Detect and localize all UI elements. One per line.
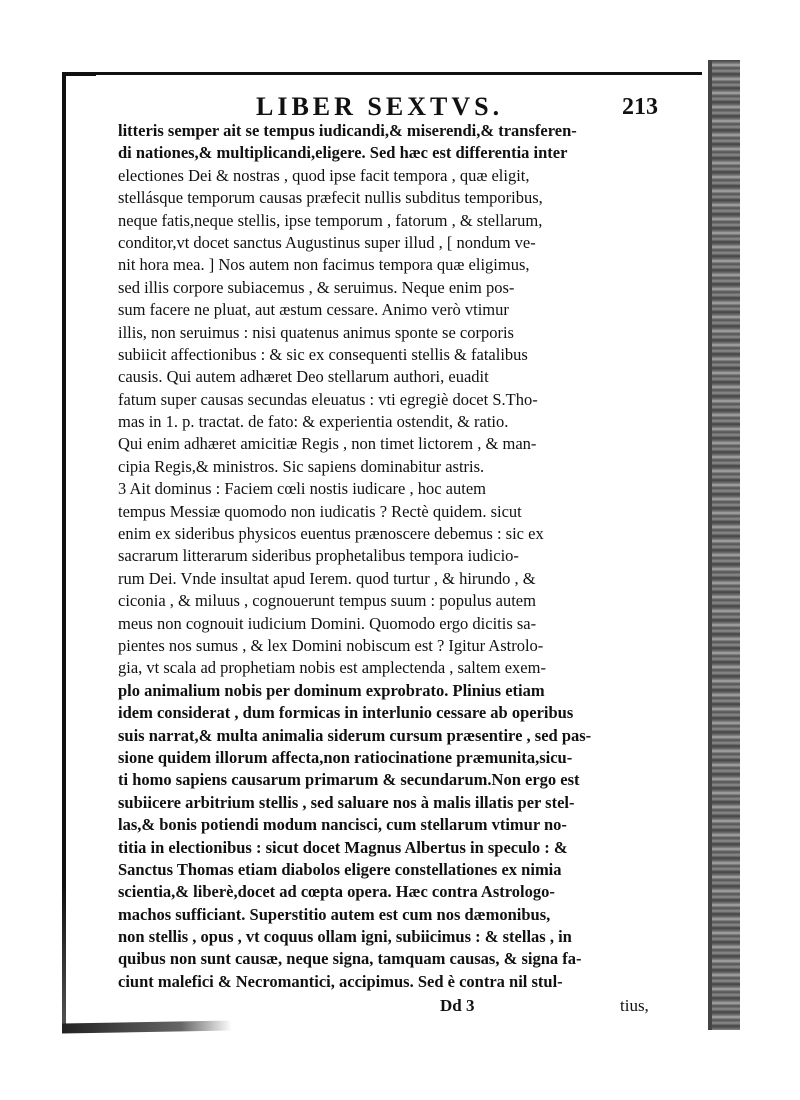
text-line: fatum super causas secundas eleuatus : vti egregiè docet S.Tho- bbox=[118, 389, 538, 409]
text-line: titia in electionibus : sicut docet Magnus Albertus in speculo : & bbox=[118, 837, 568, 857]
body-text bbox=[118, 120, 658, 993]
text-line: causis. Qui autem adhæret Deo stellarum authori, euadit bbox=[118, 367, 489, 387]
running-head: LIBER SEXTVS. bbox=[256, 92, 504, 121]
text-line: sacrarum litterarum sideribus prophetalibus tempora iudicio- bbox=[118, 546, 519, 566]
scan-shadow-left bbox=[62, 72, 66, 1032]
scan-shadow-top bbox=[62, 72, 702, 75]
text-line: idem considerat , dum formicas in interlunio cessare ab operibus bbox=[118, 703, 574, 723]
text-line: subiicere arbitrium stellis , sed saluare nos à malis illatis per stel- bbox=[118, 792, 575, 812]
text-line: Qui enim adhæret amicitiæ Regis , non timet lictorem , & man- bbox=[118, 434, 537, 454]
text-line: tempus Messiæ quomodo non iudicatis ? Rectè quidem. sicut bbox=[118, 501, 522, 521]
text-line: stellásque temporum causas præfecit nullis subditus temporibus, bbox=[118, 188, 543, 208]
text-line: non stellis , opus , vt coquus ollam igni, subiicimus : & stellas , in bbox=[118, 927, 572, 947]
text-line: subiicit affectionibus : & sic ex consequenti stellis & fatalibus bbox=[118, 344, 528, 364]
signature-mark: Dd 3 bbox=[440, 996, 475, 1015]
text-line: Sanctus Thomas etiam diabolos eligere constellationes ex nimia bbox=[118, 859, 562, 879]
text-line: cipia Regis,& ministros. Sic sapiens dominabitur astris. bbox=[118, 456, 485, 476]
text-line: quibus non sunt causæ, neque signa, tamquam causas, & signa fa- bbox=[118, 949, 582, 969]
text-line: suis narrat,& multa animalia siderum cursum præsentire , sed pas- bbox=[118, 725, 592, 745]
text-line: ciconia , & miluus , cognouerunt tempus suum : populus autem bbox=[118, 591, 536, 611]
text-line: pientes nos sumus , & lex Domini nobiscum est ? Igitur Astrolo- bbox=[118, 635, 544, 655]
text-line: conditor,vt docet sanctus Augustinus super illud , [ nondum ve- bbox=[118, 232, 536, 252]
text-line: illis, non seruimus : nisi quatenus animus sponte se corporis bbox=[118, 322, 514, 342]
scan-page-edge-right bbox=[712, 60, 740, 1030]
text-line: electiones Dei & nostras , quod ipse facit tempora , quæ eligit, bbox=[118, 165, 530, 185]
text-line: di nationes,& multiplicandi,eligere. Sed hæc est differentia inter bbox=[118, 143, 568, 163]
text-line: mas in 1. p. tractat. de fato: & experientia ostendit, & ratio. bbox=[118, 412, 509, 432]
text-line: sione quidem illorum affecta,non ratiocinatione præmunita,sicu- bbox=[118, 747, 573, 767]
text-line: ti homo sapiens causarum primarum & secundarum.Non ergo est bbox=[118, 770, 580, 790]
text-line: enim ex sideribus physicos euentus prænoscere debemus : sic ex bbox=[118, 524, 544, 544]
text-line: scientia,& liberè,docet ad cœpta opera. Hæc contra Astrologo- bbox=[118, 882, 555, 902]
text-line: meus non cognouit iudicium Domini. Quomodo ergo dicitis sa- bbox=[118, 613, 537, 633]
text-line: machos sufficiant. Superstitio autem est cum nos dæmonibus, bbox=[118, 904, 551, 924]
catchword: tius, bbox=[620, 996, 649, 1015]
scan-shadow-bottom bbox=[62, 1021, 232, 1034]
text-line: plo animalium nobis per dominum exprobrato. Plinius etiam bbox=[118, 680, 545, 700]
text-line: nit hora mea. ] Nos autem non facimus tempora quæ eligimus, bbox=[118, 255, 530, 275]
text-line: 3 Ait dominus : Faciem cœli nostis iudicare , hoc autem bbox=[118, 479, 486, 499]
text-line: rum Dei. Vnde insultat apud Ierem. quod turtur , & hirundo , & bbox=[118, 568, 536, 588]
text-line: litteris semper ait se tempus iudicandi,& miserendi,& transferen- bbox=[118, 121, 577, 140]
page-number: 213 bbox=[622, 94, 658, 120]
text-line: sum facere ne pluat, aut æstum cessare. Animo verò vtimur bbox=[118, 300, 509, 320]
text-line: gia, vt scala ad prophetiam nobis est amplectenda , saltem exem- bbox=[118, 658, 546, 678]
text-line: ciunt malefici & Necromantici, accipimus. Sed è contra nil stul- bbox=[118, 971, 563, 991]
text-line: neque fatis,neque stellis, ipse temporum , fatorum , & stellarum, bbox=[118, 210, 543, 230]
text-line: sed illis corpore subiacemus , & seruimus. Neque enim pos- bbox=[118, 277, 515, 297]
text-line: las,& bonis potiendi modum nancisci, cum stellarum vtimur no- bbox=[118, 815, 567, 835]
